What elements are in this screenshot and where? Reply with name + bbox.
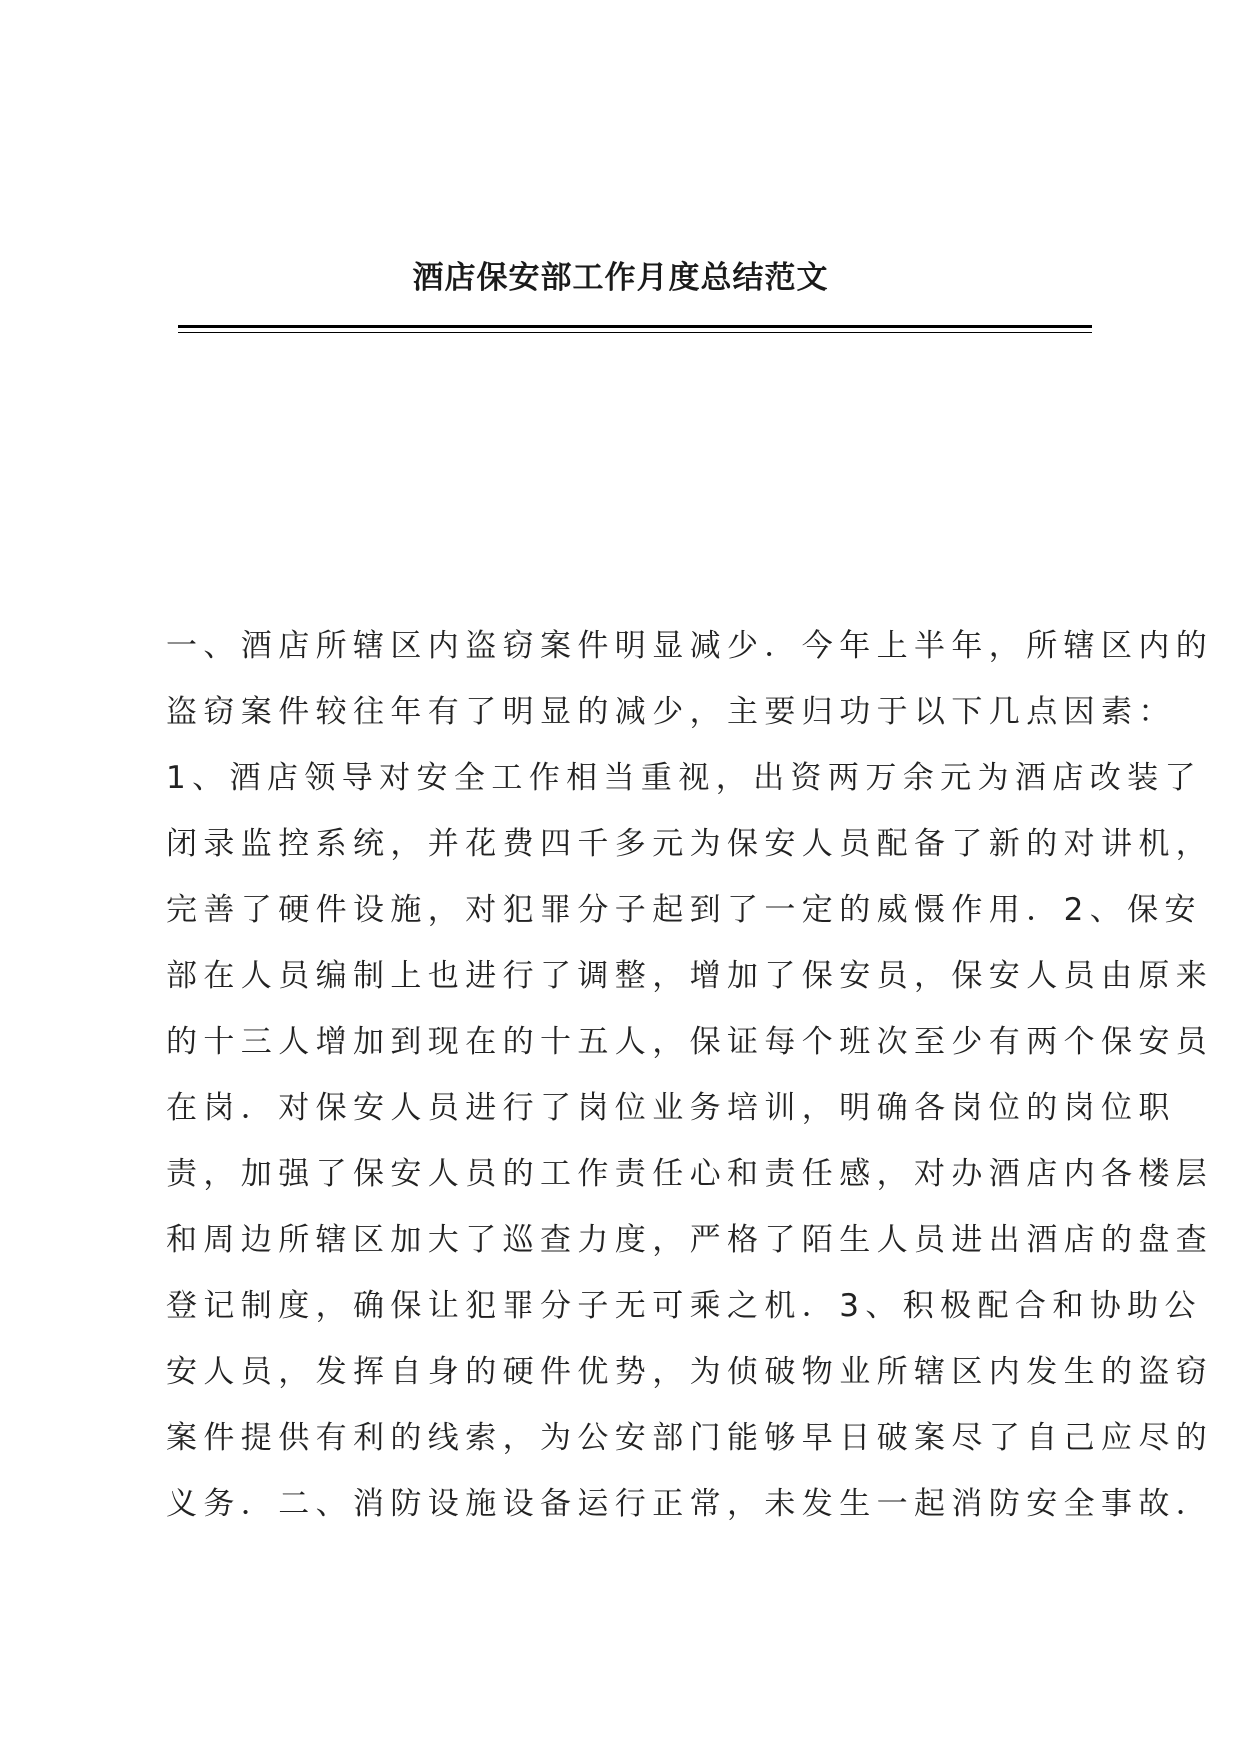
title-rule-thin xyxy=(178,332,1092,333)
body-line: 部在人员编制上也进行了调整，增加了保安员，保安人员由原来 xyxy=(166,958,1214,994)
body-line: 和周边所辖区加大了巡查力度，严格了陌生人员进出酒店的盘查 xyxy=(166,1222,1214,1258)
body-line: 登记制度，确保让犯罪分子无可乘之机．3、积极配合和协助公 xyxy=(166,1288,1202,1324)
title-rule-thick xyxy=(178,325,1092,328)
body-line: 在岗．对保安人员进行了岗位业务培训，明确各岗位的岗位职 xyxy=(166,1090,1176,1126)
body-line: 盗窃案件较往年有了明显的减少，主要归功于以下几点因素： xyxy=(166,694,1176,730)
document-title: 酒店保安部工作月度总结范文 xyxy=(412,260,829,296)
body-line: 责，加强了保安人员的工作责任心和责任感，对办酒店内各楼层 xyxy=(166,1156,1214,1192)
body-line: 闭录监控系统，并花费四千多元为保安人员配备了新的对讲机， xyxy=(166,826,1214,862)
body-line: 安人员，发挥自身的硬件优势，为侦破物业所辖区内发生的盗窃 xyxy=(166,1354,1214,1390)
body-line: 一、酒店所辖区内盗窃案件明显减少．今年上半年，所辖区内的 xyxy=(166,628,1214,664)
body-line: 1、酒店领导对安全工作相当重视，出资两万余元为酒店改装了 xyxy=(166,760,1202,796)
body-line: 义务．二、消防设施设备运行正常，未发生一起消防安全事故． xyxy=(166,1486,1214,1522)
body-text xyxy=(166,613,1214,1537)
body-line: 案件提供有利的线索，为公安部门能够早日破案尽了自己应尽的 xyxy=(166,1420,1214,1456)
body-line: 的十三人增加到现在的十五人，保证每个班次至少有两个保安员 xyxy=(166,1024,1214,1060)
body-line: 完善了硬件设施，对犯罪分子起到了一定的威慑作用．2、保安 xyxy=(166,892,1202,928)
